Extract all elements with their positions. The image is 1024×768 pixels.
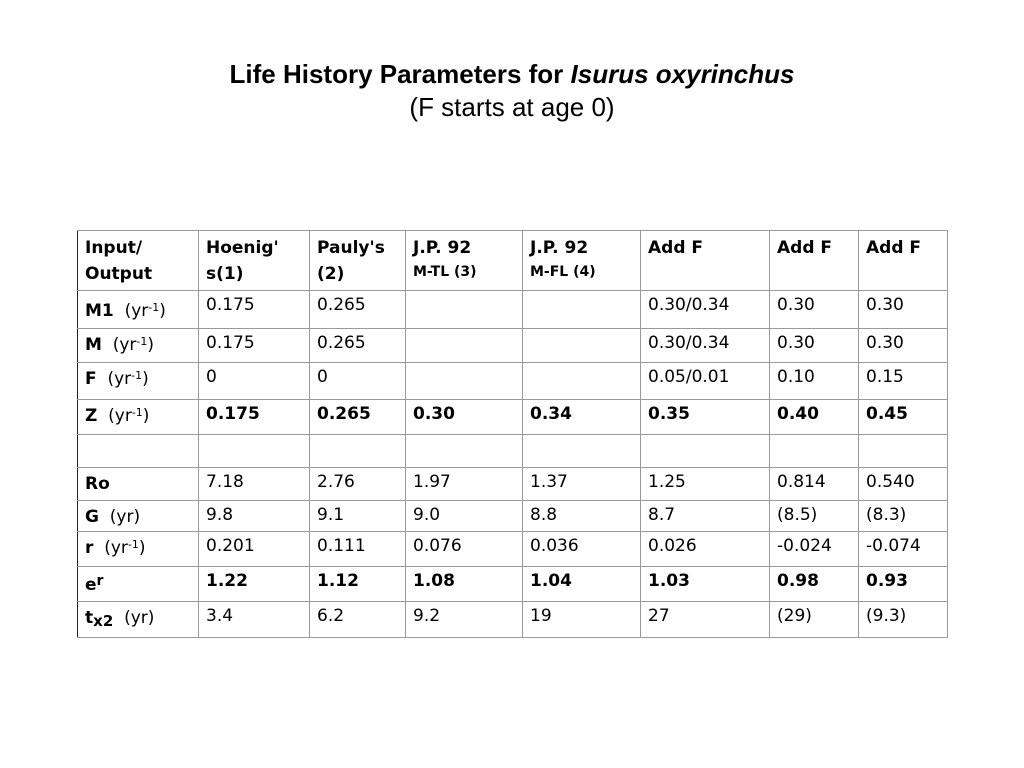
table-row	[78, 468, 948, 501]
table-cell	[770, 329, 859, 363]
cell-value: 0.265	[317, 295, 366, 315]
row-unit-close: )	[142, 369, 149, 389]
table-cell	[199, 532, 310, 567]
table-cell	[859, 567, 948, 602]
table-cell	[770, 567, 859, 602]
row-label: M1	[85, 301, 114, 321]
cell-value: 0.30	[777, 333, 815, 353]
life-history-table	[77, 230, 948, 638]
row-label-cell	[78, 291, 199, 329]
row-unit-close: )	[138, 538, 146, 558]
header-text: M-FL (4)	[530, 264, 596, 280]
cell-value: 1.04	[530, 571, 572, 591]
table-cell	[523, 363, 641, 400]
cell-value: 3.4	[206, 606, 234, 626]
table-cell	[770, 602, 859, 638]
row-unit-exponent: -1	[131, 369, 143, 382]
header-cell-pauly	[310, 231, 406, 291]
row-unit-exponent: -1	[127, 538, 139, 551]
table-cell	[199, 468, 310, 501]
row-unit-close: )	[147, 335, 155, 355]
table-cell	[199, 329, 310, 363]
header-cell-jp92-tl	[406, 231, 523, 291]
cell-value: -0.024	[777, 536, 832, 556]
table-cell	[199, 291, 310, 329]
table-cell	[406, 291, 523, 329]
header-text: Add F	[777, 238, 833, 258]
cell-value: 0.30/0.34	[648, 295, 730, 315]
cell-value: 0.201	[206, 536, 255, 556]
table-cell	[310, 435, 406, 468]
table-cell	[641, 400, 770, 435]
cell-value: 6.2	[317, 606, 345, 626]
table-cell	[859, 400, 948, 435]
table-cell	[310, 400, 406, 435]
table-cell	[523, 602, 641, 638]
table-cell	[523, 291, 641, 329]
table-cell	[523, 567, 641, 602]
table-cell	[859, 501, 948, 532]
table-cell	[859, 532, 948, 567]
row-label: Ro	[85, 474, 110, 494]
row-label-superscript: r	[96, 573, 104, 589]
row-label-cell	[78, 435, 199, 468]
table-cell	[859, 602, 948, 638]
cell-value: 0.175	[206, 295, 255, 315]
table-row	[78, 501, 948, 532]
table-cell	[859, 291, 948, 329]
header-cell-add-f-2	[770, 231, 859, 291]
row-unit: (yr	[108, 406, 132, 426]
row-label-cell	[78, 602, 199, 638]
table-cell	[406, 468, 523, 501]
row-label: e	[85, 575, 97, 595]
table-cell	[199, 363, 310, 400]
table-row	[78, 532, 948, 567]
row-unit: (yr	[109, 507, 134, 527]
cell-value: 2.76	[317, 472, 355, 492]
cell-value: (29)	[777, 606, 812, 626]
header-cell-add-f-3	[859, 231, 948, 291]
table-cell	[859, 468, 948, 501]
table-row	[78, 329, 948, 363]
header-text: Add F	[648, 238, 704, 258]
cell-value: 1.97	[413, 472, 451, 492]
table-cell	[199, 602, 310, 638]
table-cell	[523, 400, 641, 435]
cell-value: 0.265	[317, 404, 371, 424]
table-row	[78, 567, 948, 602]
row-unit-close: )	[142, 406, 150, 426]
row-label-cell	[78, 501, 199, 532]
cell-value: 0.98	[777, 571, 819, 591]
header-text: Pauly's	[317, 238, 385, 258]
header-text: Output	[85, 264, 153, 284]
header-text: J.P. 92	[530, 238, 589, 258]
cell-value: 0.40	[777, 404, 819, 424]
cell-value: 0.111	[317, 536, 366, 556]
cell-value: 0.076	[413, 536, 462, 556]
table-cell	[523, 501, 641, 532]
cell-value: 8.8	[530, 505, 558, 525]
table-cell	[859, 329, 948, 363]
table-cell	[641, 435, 770, 468]
table-cell	[310, 291, 406, 329]
table-cell	[641, 532, 770, 567]
cell-value: 0.175	[206, 333, 255, 353]
table-cell	[641, 602, 770, 638]
table-row	[78, 602, 948, 638]
cell-value: 19	[530, 606, 552, 626]
table-cell	[406, 329, 523, 363]
cell-value: 0.30	[866, 295, 904, 315]
cell-value: 0.35	[648, 404, 690, 424]
cell-value: 0.93	[866, 571, 908, 591]
table-cell	[770, 532, 859, 567]
cell-value: (8.3)	[866, 505, 907, 525]
cell-value: 0.175	[206, 404, 260, 424]
table-cell	[406, 435, 523, 468]
table-cell	[641, 329, 770, 363]
row-label: M	[85, 335, 102, 355]
row-unit: (yr	[124, 301, 149, 321]
title-line-1	[0, 58, 1024, 91]
table-cell	[406, 532, 523, 567]
table-cell	[859, 363, 948, 400]
cell-value: 9.8	[206, 505, 234, 525]
table-cell	[199, 501, 310, 532]
cell-value: 1.08	[413, 571, 455, 591]
row-label-cell	[78, 468, 199, 501]
table-cell	[199, 567, 310, 602]
table-cell	[770, 400, 859, 435]
table-cell	[310, 501, 406, 532]
cell-value: 0	[317, 367, 328, 387]
cell-value: 1.03	[648, 571, 690, 591]
header-cell-hoenig	[199, 231, 310, 291]
row-label-subscript: x2	[93, 612, 114, 630]
table-cell	[641, 501, 770, 532]
table-cell	[523, 329, 641, 363]
table-cell	[859, 435, 948, 468]
table-cell	[641, 468, 770, 501]
cell-value: 0	[206, 367, 217, 387]
cell-value: 9.2	[413, 606, 441, 626]
row-label: Z	[85, 406, 98, 426]
cell-value: 1.22	[206, 571, 248, 591]
row-unit-exponent: -1	[131, 406, 143, 419]
row-unit: (yr	[104, 538, 128, 558]
row-label: r	[85, 538, 94, 558]
table-row	[78, 363, 948, 400]
table-cell	[406, 501, 523, 532]
row-unit: (yr	[124, 608, 148, 628]
row-unit-close: )	[159, 301, 166, 321]
cell-value: 0.45	[866, 404, 908, 424]
cell-value: 0.34	[530, 404, 572, 424]
cell-value: (8.5)	[777, 505, 818, 525]
header-text: s(1)	[206, 264, 244, 284]
header-text: Input/	[85, 238, 143, 258]
cell-value: 1.37	[530, 472, 568, 492]
table-cell	[770, 291, 859, 329]
cell-value: 0.30	[413, 404, 455, 424]
cell-value: 0.540	[866, 472, 915, 492]
cell-value: 9.1	[317, 505, 345, 525]
cell-value: 0.265	[317, 333, 366, 353]
table-cell	[199, 400, 310, 435]
table-cell	[523, 468, 641, 501]
table-row	[78, 291, 948, 329]
cell-value: 8.7	[648, 505, 676, 525]
cell-value: 9.0	[413, 505, 441, 525]
cell-value: 0.10	[777, 367, 815, 387]
cell-value: 0.026	[648, 536, 697, 556]
table-cell	[641, 567, 770, 602]
table-row	[78, 435, 948, 468]
table-cell	[199, 435, 310, 468]
table-cell	[641, 291, 770, 329]
cell-value: 0.30	[777, 295, 815, 315]
table-cell	[310, 532, 406, 567]
row-label-cell	[78, 363, 199, 400]
row-unit-close: )	[133, 507, 141, 527]
table-cell	[770, 363, 859, 400]
title-main: Life History Parameters for	[229, 59, 571, 89]
cell-value: -0.074	[866, 536, 921, 556]
row-label: G	[85, 507, 99, 527]
cell-value: 0.15	[866, 367, 904, 387]
cell-value: 1.12	[317, 571, 359, 591]
table-cell	[770, 435, 859, 468]
title-subtitle: (F starts at age 0)	[409, 92, 615, 122]
header-text: (2)	[317, 264, 345, 284]
cell-value: 0.814	[777, 472, 826, 492]
title-species: Isurus oxyrinchus	[570, 59, 795, 89]
table-cell	[406, 363, 523, 400]
row-unit: (yr	[112, 335, 137, 355]
header-text: J.P. 92	[413, 238, 472, 258]
table-cell	[641, 363, 770, 400]
header-row	[78, 231, 948, 291]
header-cell-input-output	[78, 231, 199, 291]
cell-value: 1.25	[648, 472, 686, 492]
cell-value: (9.3)	[866, 606, 907, 626]
cell-value: 0.036	[530, 536, 579, 556]
row-label-cell	[78, 567, 199, 602]
row-unit-exponent: -1	[148, 301, 160, 314]
table-row	[78, 400, 948, 435]
row-label-cell	[78, 329, 199, 363]
header-text: Hoenig'	[206, 238, 279, 258]
slide-title	[0, 58, 1024, 124]
row-label: t	[85, 608, 94, 628]
row-unit-close: )	[147, 608, 155, 628]
cell-value: 27	[648, 606, 670, 626]
table-cell	[770, 468, 859, 501]
table-cell	[310, 567, 406, 602]
header-text: M-TL (3)	[413, 264, 477, 280]
table-cell	[310, 363, 406, 400]
cell-value: 0.05/0.01	[648, 367, 730, 387]
table-cell	[310, 468, 406, 501]
cell-value: 7.18	[206, 472, 244, 492]
table-cell	[406, 602, 523, 638]
table-cell	[523, 532, 641, 567]
table-cell	[770, 501, 859, 532]
header-cell-jp92-fl	[523, 231, 641, 291]
row-unit: (yr	[107, 369, 132, 389]
table-cell	[310, 329, 406, 363]
row-label-cell	[78, 400, 199, 435]
table-cell	[406, 400, 523, 435]
row-unit-exponent: -1	[136, 335, 148, 348]
header-cell-add-f-1	[641, 231, 770, 291]
table-cell	[310, 602, 406, 638]
table-cell	[406, 567, 523, 602]
row-label: F	[85, 369, 97, 389]
cell-value: 0.30	[866, 333, 904, 353]
row-label-cell	[78, 532, 199, 567]
header-text: Add F	[866, 238, 922, 258]
cell-value: 0.30/0.34	[648, 333, 730, 353]
table-cell	[523, 435, 641, 468]
